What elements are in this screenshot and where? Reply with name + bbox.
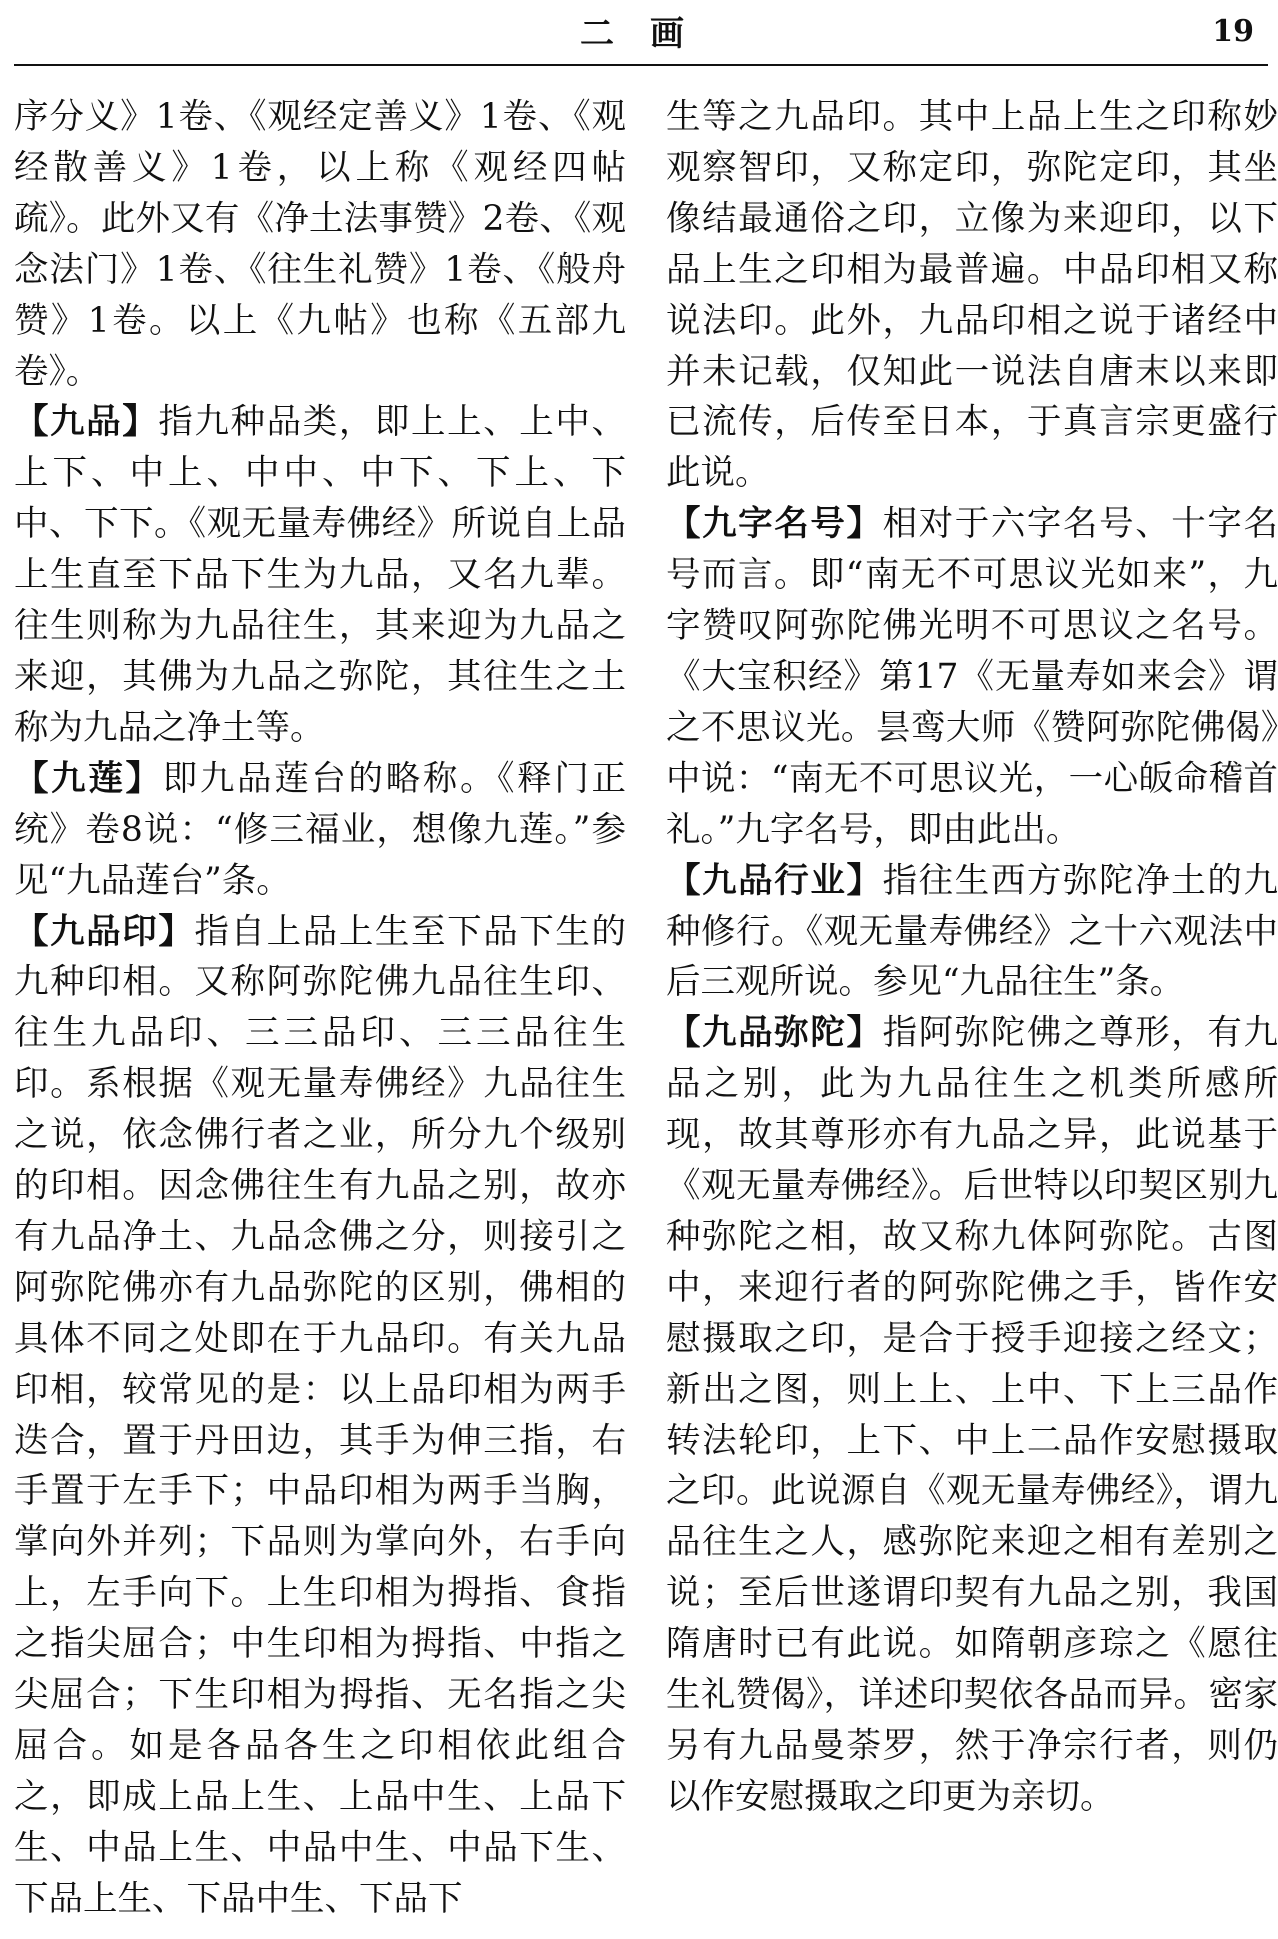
entry-text: 指自上品上生至下品下生的九种印相。又称阿弥陀佛九品往生印、往生九品印、三三品印、三三品往生印。系根据《观无量寿佛经》九品往生之说，依念佛行者之业，所分九个级别的印相。因念佛往生有九品之别，故亦有九品净土、九品念佛之分，则接引之阿弥陀佛亦有九品弥陀的区别，佛相的具体不同之处即在于九品印。有关九品印相，较常见的是：以上品印相为两手迭合，置于丹田边，其手为伸三指，右手置于左手下；中品印相为两手当胸，掌向外并列；下品则为掌向外，右手向上，左手向下。上生印相为拇指、食指之指尖屈合；中生印相为拇指、中指之尖屈合；下生印相为拇指、无名指之尖屈合。如是各品各生之印相依此组合之，即成上品上生、上品中生、上品下生、中品上生、中品中生、中品下生、下品上生、下品中生、下品下 [14,911,626,1919]
entry-jiupin-xingye [666,856,1278,1009]
entry-continuation [666,92,1278,499]
entry-headword: 【九品弥陀】 [666,1013,883,1054]
entry-text: 生等之九品印。其中上品上生之印称妙观察智印，又称定印，弥陀定印，其坐像结最通俗之印，立像为来迎印，以下品上生之印相为最普遍。中品印相又称说法印。此外，九品印相之说于诸经中并未记载，仅知此一说法自唐末以来即已流传，后传至日本，于真言宗更盛行此说。 [666,97,1278,494]
page-header [14,0,1268,66]
entry-text: 相对于六字名号、十字名号而言。即“南无不可思议光如来”，九字赞叹阿弥陀佛光明不可思议之名号。《大宝积经》第17《无量寿如来会》谓之不思议光。昙鸾大师《赞阿弥陀佛偈》中说：“南无不可思议光，一心皈命稽首礼。”九字名号，即由此出。 [666,504,1278,850]
entry-jiupinyin [14,907,626,1925]
entry-text: 指阿弥陀佛之尊形，有九品之别，此为九品往生之机类所感所现，故其尊形亦有九品之异，此说基于《观无量寿佛经》。后世特以印契区别九种弥陀之相，故又称九体阿弥陀。古图中，来迎行者的阿弥陀佛之手，皆作安慰摄取之印，是合于授手迎接之经文；新出之图，则上上、上中、下上三品作转法轮印，上下、中上二品作安慰摄取之印。此说源自《观无量寿佛经》，谓九品往生之人，感弥陀来迎之相有差别之说；至后世遂谓印契有九品之别，我国隋唐时已有此说。如隋朝彦琮之《愿往生礼赞偈》，详述印契依各品而异。密家另有九品曼荼罗，然于净宗行者，则仍以作安慰摄取之印更为亲切。 [666,1013,1278,1817]
entry-jiuzi-minghao [666,499,1278,855]
entry-headword: 【九字名号】 [666,504,883,545]
entry-text: 指往生西方弥陀净土的九种修行。《观无量寿佛经》之十六观法中后三观所说。参见“九品往生”条。 [666,860,1278,1003]
entry-text: 指九种品类，即上上、上中、上下、中上、中中、中下、下上、下中、下下。《观无量寿佛经》所说自上品上生直至下品下生为九品，又名九辈。往生则称为九品往生，其来迎为九品之来迎，其佛为九品之弥陀，其往生之土称为九品之净土等。 [14,402,626,748]
entry-text: 序分义》1卷、《观经定善义》1卷、《观经散善义》1卷，以上称《观经四帖疏》。此外又有《净土法事赞》2卷、《观念法门》1卷、《往生礼赞》1卷、《般舟赞》1卷。以上《九帖》也称《五部九卷》。 [14,97,626,392]
section-title: 二画 [580,14,720,54]
entry-headword: 【九品行业】 [666,860,883,901]
entry-headword: 【九品】 [14,402,159,443]
entry-headword: 【九莲】 [14,758,163,799]
page-number: 19 [1212,14,1254,49]
entry-jiupin-mituo [666,1008,1278,1823]
header-rule [14,64,1268,66]
entry-headword: 【九品印】 [14,911,195,952]
right-column [666,92,1278,1823]
left-column [14,92,626,1925]
entry-text: 即九品莲台的略称。《释门正统》卷8说：“修三福业，想像九莲。”参见“九品莲台”条。 [14,758,626,901]
entry-jiulian [14,754,626,907]
entry-jiupin [14,397,626,753]
entry-continuation [14,92,626,397]
